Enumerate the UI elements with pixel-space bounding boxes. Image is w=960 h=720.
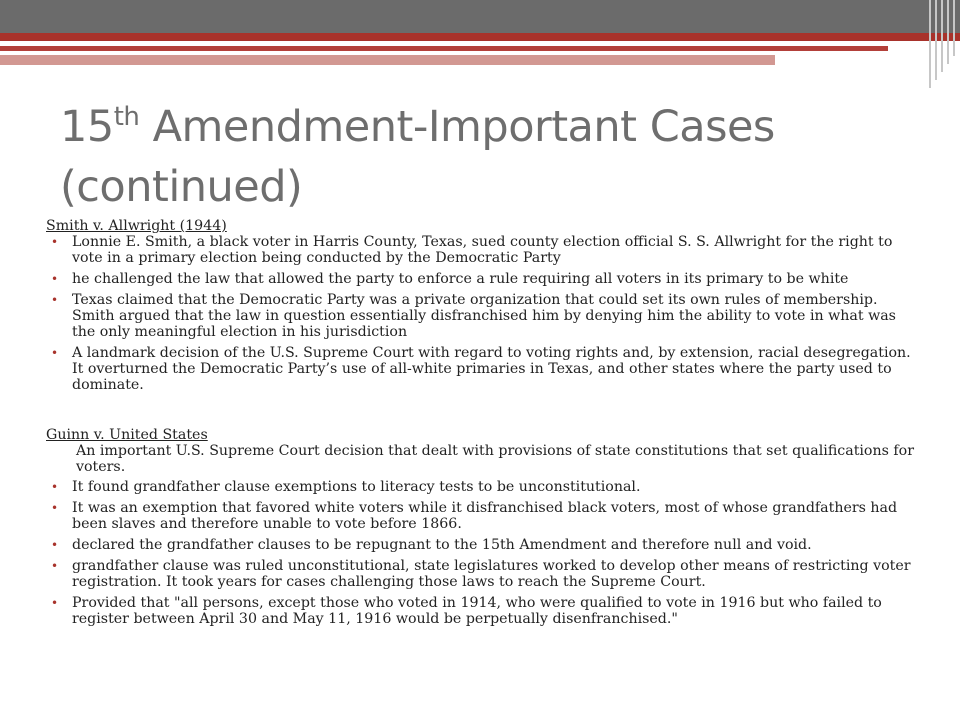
- slide-title: [60, 97, 900, 217]
- list-item: • It found grandfather clause exemptions to literacy tests to be unconstitutional.: [46, 479, 916, 495]
- list-item: • Texas claimed that the Democratic Party was a private organization that could set its own rules of membership. Smith argued that the law in question essentially disfranchised him by denying him the ability to vote in what was the only meaningful election in his jurisdiction: [46, 292, 916, 340]
- list-item: • A landmark decision of the U.S. Supreme Court with regard to voting rights and, by extension, racial desegregation. It overturned the Democratic Party’s use of all-white primaries in Texas, and other states where the party used to dominate.: [46, 345, 916, 393]
- case-heading-smith: Smith v. Allwright (1944): [46, 218, 227, 234]
- list-item: • he challenged the law that allowed the party to enforce a rule requiring all voters in its primary to be white: [46, 271, 916, 287]
- case-smith-bullets: [46, 234, 916, 393]
- case-guinn-bullets: [46, 479, 916, 627]
- list-item: • declared the grandfather clauses to be repugnant to the 15th Amendment and therefore null and void.: [46, 537, 916, 553]
- list-item: • Provided that "all persons, except those who voted in 1914, who were qualified to vote in 1916 but who failed to register between April 30 and May 11, 1916 would be perpetually disenfranchised.": [46, 595, 916, 627]
- slide-body: [46, 218, 916, 632]
- case-heading-guinn: Guinn v. United States: [46, 427, 208, 443]
- list-item: • Lonnie E. Smith, a black voter in Harris County, Texas, sued county election official S. S. Allwright for the right to vote in a primary election being conducted by the Democratic Party: [46, 234, 916, 266]
- title-superscript: th: [113, 102, 140, 132]
- list-item: • It was an exemption that favored white voters while it disfranchised black voters, most of whose grandfathers had been slaves and therefore unable to vote before 1866.: [46, 500, 916, 532]
- title-number: 15: [60, 102, 114, 152]
- red-stripe-middle: [0, 46, 888, 51]
- case-guinn-description: An important U.S. Supreme Court decision that dealt with provisions of state constitutions that set qualifications for voters.: [76, 443, 914, 475]
- title-text: Amendment-Important Cases (continued): [60, 102, 775, 212]
- list-item: • grandfather clause was ruled unconstitutional, state legislatures worked to develop other means of restricting voter registration. It took years for cases challenging those laws to reach the Supreme Court.: [46, 558, 916, 590]
- corner-decoration: [925, 0, 960, 90]
- pink-stripe: [0, 55, 775, 65]
- top-banner: [0, 0, 960, 33]
- red-stripe-top: [0, 33, 960, 41]
